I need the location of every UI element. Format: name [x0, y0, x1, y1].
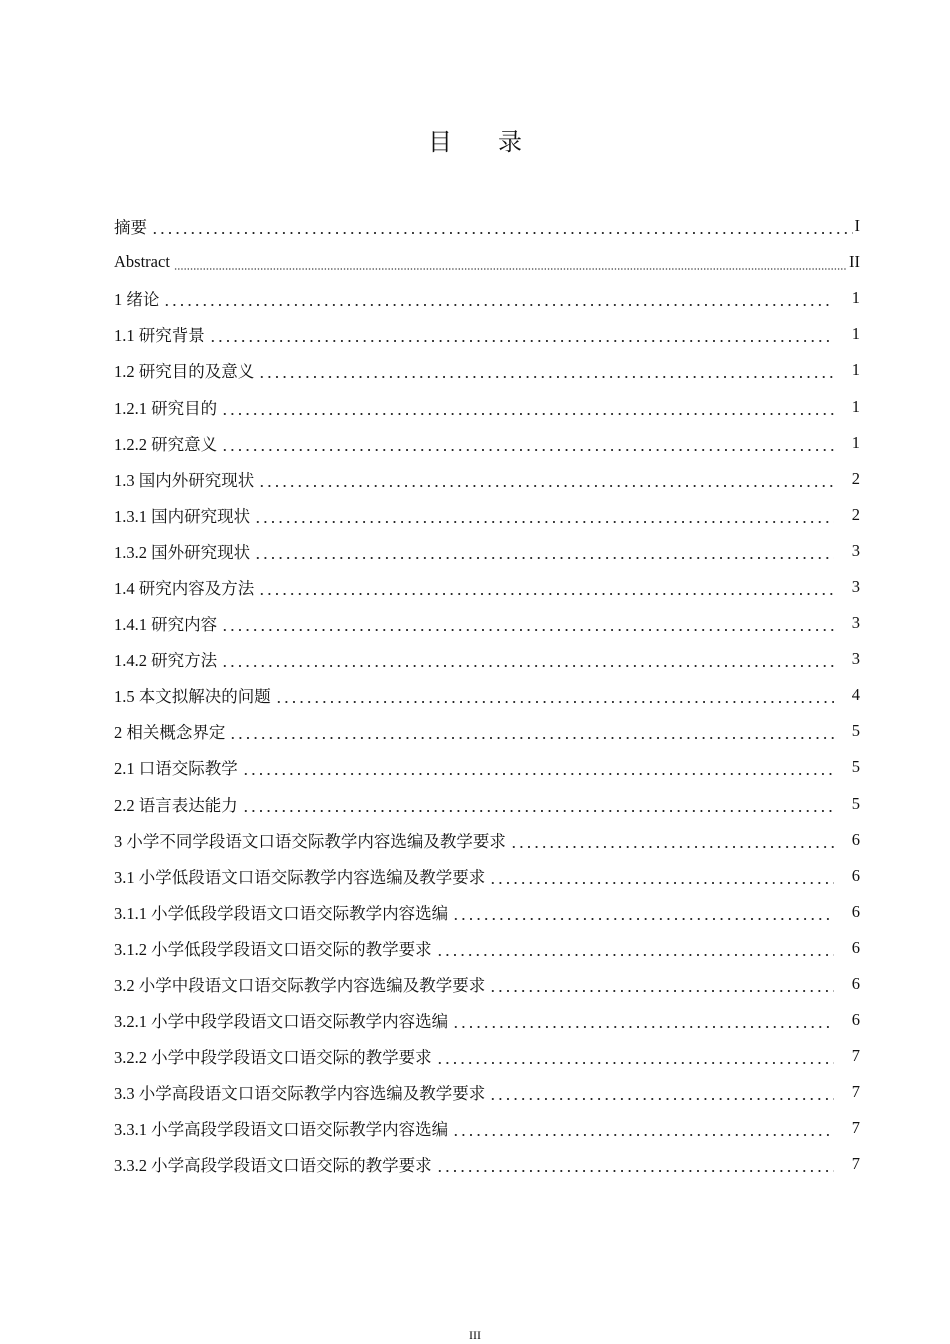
- dot-leader: [254, 541, 834, 561]
- dot-leader: [258, 360, 834, 380]
- toc-entry[interactable]: [114, 1146, 860, 1182]
- toc-entry[interactable]: [114, 858, 860, 894]
- page-title: 目 录: [428, 130, 542, 156]
- toc-entry-page: 5: [851, 757, 860, 777]
- toc-entry-page: 7: [851, 1046, 860, 1066]
- toc-entry-label: 3.2 小学中段语文口语交际教学内容选编及教学要求: [114, 972, 487, 996]
- toc-entry-label: 1.2.2 研究意义: [114, 431, 219, 455]
- dot-leader: [452, 1010, 834, 1030]
- toc-entry-page: 1: [851, 396, 860, 416]
- toc-entry[interactable]: [114, 786, 860, 822]
- dot-leader: [174, 252, 847, 272]
- dot-leader: [242, 794, 834, 814]
- toc-entry-label: 3.3 小学高段语文口语交际教学内容选编及教学要求: [114, 1080, 487, 1104]
- dot-leader: [229, 721, 834, 741]
- toc-entry-page: 3: [851, 613, 860, 633]
- toc-entry-label: 1.3.1 国内研究现状: [114, 503, 252, 527]
- toc-entry-label: 1.5 本文拟解决的问题: [114, 683, 273, 707]
- dot-leader: [151, 216, 853, 236]
- toc-entry-page: 5: [851, 721, 860, 741]
- toc-entry-page: 1: [851, 288, 860, 308]
- toc-entry[interactable]: [114, 316, 860, 352]
- toc-entry[interactable]: [114, 966, 860, 1002]
- toc-entry-page: 1: [851, 360, 860, 380]
- toc-entry[interactable]: [114, 244, 860, 280]
- page-number-footer: III: [469, 1328, 481, 1342]
- dot-leader: [436, 1046, 834, 1066]
- dot-leader: [258, 469, 834, 489]
- toc-entry[interactable]: [114, 894, 860, 930]
- dot-leader: [209, 324, 834, 344]
- toc-entry[interactable]: [114, 280, 860, 316]
- toc-entry-label: 1 绪论: [114, 286, 161, 310]
- toc-entry[interactable]: [114, 533, 860, 569]
- toc-entry[interactable]: [114, 388, 860, 424]
- dot-leader: [242, 757, 834, 777]
- toc-entry-label: 3.2.1 小学中段学段语文口语交际教学内容选编: [114, 1008, 450, 1032]
- toc-entry[interactable]: [114, 749, 860, 785]
- dot-leader: [489, 1082, 834, 1102]
- toc-entry[interactable]: [114, 1038, 860, 1074]
- table-of-contents: [114, 208, 860, 1183]
- dot-leader: [489, 866, 834, 886]
- toc-entry[interactable]: [114, 822, 860, 858]
- dot-leader: [452, 1118, 834, 1138]
- dot-leader: [163, 288, 834, 308]
- toc-entry[interactable]: [114, 352, 860, 388]
- toc-entry-label: 2.1 口语交际教学: [114, 755, 240, 779]
- toc-entry[interactable]: [114, 677, 860, 713]
- toc-entry[interactable]: [114, 425, 860, 461]
- toc-entry-page: 6: [851, 829, 860, 849]
- toc-entry-page: 1: [851, 432, 860, 452]
- dot-leader: [221, 433, 834, 453]
- dot-leader: [489, 974, 834, 994]
- toc-entry-label: 3.2.2 小学中段学段语文口语交际的教学要求: [114, 1044, 434, 1068]
- toc-entry-label: 3 小学不同学段语文口语交际教学内容选编及教学要求: [114, 828, 508, 852]
- dot-leader: [258, 577, 834, 597]
- dot-leader: [254, 505, 834, 525]
- toc-entry-label: 1.3.2 国外研究现状: [114, 539, 252, 563]
- toc-entry[interactable]: [114, 1110, 860, 1146]
- dot-leader: [221, 649, 834, 669]
- toc-entry-page: 6: [851, 937, 860, 957]
- toc-entry[interactable]: [114, 713, 860, 749]
- toc-entry[interactable]: [114, 208, 860, 244]
- toc-entry-label: 3.1.2 小学低段学段语文口语交际的教学要求: [114, 936, 434, 960]
- toc-entry-label: 2 相关概念界定: [114, 719, 227, 743]
- toc-entry-label: 1.4.2 研究方法: [114, 647, 219, 671]
- toc-entry-label: 1.4 研究内容及方法: [114, 575, 256, 599]
- toc-entry[interactable]: [114, 569, 860, 605]
- toc-entry-label: 1.3 国内外研究现状: [114, 467, 256, 491]
- toc-entry[interactable]: [114, 930, 860, 966]
- toc-entry[interactable]: [114, 641, 860, 677]
- toc-entry-label: 1.4.1 研究内容: [114, 611, 219, 635]
- toc-entry-page: 6: [851, 1010, 860, 1030]
- toc-entry-page: 3: [851, 576, 860, 596]
- dot-leader: [452, 902, 834, 922]
- toc-entry-label: Abstract: [114, 252, 170, 272]
- toc-entry-page: 2: [851, 468, 860, 488]
- toc-entry-page: 2: [851, 504, 860, 524]
- toc-entry[interactable]: [114, 497, 860, 533]
- toc-entry-label: 1.1 研究背景: [114, 322, 207, 346]
- toc-entry-label: 3.3.2 小学高段学段语文口语交际的教学要求: [114, 1152, 434, 1176]
- dot-leader: [275, 685, 834, 705]
- toc-entry-label: 3.1 小学低段语文口语交际教学内容选编及教学要求: [114, 864, 487, 888]
- toc-entry-page: 3: [851, 649, 860, 669]
- toc-entry[interactable]: [114, 1074, 860, 1110]
- toc-entry-page: 7: [851, 1082, 860, 1102]
- dot-leader: [436, 1154, 834, 1174]
- toc-entry-label: 3.3.1 小学高段学段语文口语交际教学内容选编: [114, 1116, 450, 1140]
- toc-entry-label: 1.2.1 研究目的: [114, 395, 219, 419]
- toc-entry-page: 6: [851, 901, 860, 921]
- toc-entry-page: 5: [851, 793, 860, 813]
- toc-entry-page: 6: [851, 865, 860, 885]
- toc-entry-label: 1.2 研究目的及意义: [114, 358, 256, 382]
- toc-entry-page: 7: [851, 1154, 860, 1174]
- toc-entry-page: I: [854, 216, 860, 236]
- toc-entry[interactable]: [114, 461, 860, 497]
- dot-leader: [436, 938, 834, 958]
- toc-entry-label: 摘要: [114, 214, 149, 238]
- toc-entry-page: 4: [851, 685, 860, 705]
- toc-entry-label: 3.1.1 小学低段学段语文口语交际教学内容选编: [114, 900, 450, 924]
- toc-entry-page: 6: [851, 974, 860, 994]
- toc-entry[interactable]: [114, 605, 860, 641]
- toc-entry-page: II: [849, 252, 860, 272]
- toc-entry-page: 1: [851, 324, 860, 344]
- dot-leader: [510, 830, 834, 850]
- dot-leader: [221, 397, 834, 417]
- toc-entry-label: 2.2 语言表达能力: [114, 792, 240, 816]
- toc-entry-page: 3: [851, 540, 860, 560]
- toc-entry[interactable]: [114, 1002, 860, 1038]
- dot-leader: [221, 613, 834, 633]
- toc-entry-page: 7: [851, 1118, 860, 1138]
